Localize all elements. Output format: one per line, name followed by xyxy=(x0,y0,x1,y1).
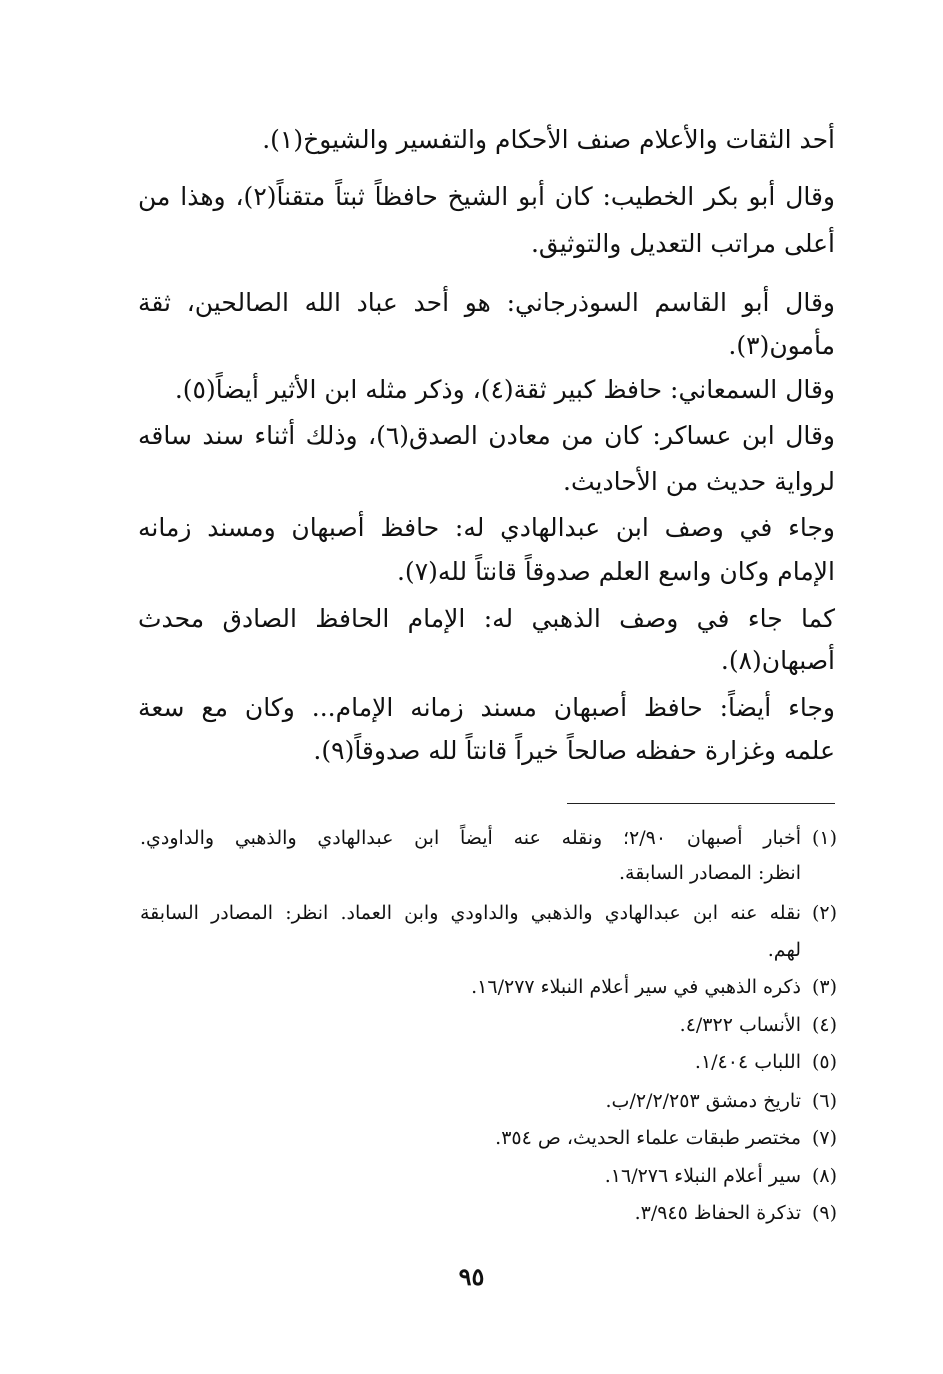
body-line-8: لرواية حديث من الأحاديث. xyxy=(563,467,835,496)
footnote-text: أخبار أصبهان ٢/٩٠؛ ونقله عنه أيضاً ابن عبدالهادي والذهبي والداودي. xyxy=(140,827,801,849)
footnote-number: (٤) xyxy=(811,1014,837,1036)
footnote-text: تذكرة الحفاظ ٣/٩٤٥. xyxy=(634,1202,801,1224)
footnote-text: سير أعلام النبلاء ١٦/٢٧٦. xyxy=(604,1165,801,1187)
footnote-number: (٩) xyxy=(811,1202,837,1224)
footnote-8 xyxy=(605,1163,837,1189)
footnote-5 xyxy=(695,1049,837,1075)
body-line-11: كما جاء في وصف الذهبي له: الإمام الحافظ الصادق محدث xyxy=(138,604,835,633)
body-line-6: وقال السمعاني: حافظ كبير ثقة(٤)، وذكر مثله ابن الأثير أيضاً(٥). xyxy=(174,375,835,404)
footnote-text: ذكره الذهبي في سير أعلام النبلاء ١٦/٢٧٧. xyxy=(471,976,801,998)
footnote-text: مختصر طبقات علماء الحديث، ص ٣٥٤. xyxy=(495,1127,801,1149)
footnote-1 xyxy=(140,825,837,851)
footnote-number: (٥) xyxy=(811,1051,837,1073)
page-number: ٩٥ xyxy=(458,1262,485,1291)
footnote-2 xyxy=(140,900,837,926)
body-line-10: الإمام وكان واسع العلم صدوقاً قانتاً لله(٧). xyxy=(396,557,835,586)
footnote-number: (٨) xyxy=(811,1165,837,1187)
footnote-number: (٣) xyxy=(811,976,837,998)
footnote-number: (٢) xyxy=(811,902,837,924)
body-line-13: وجاء أيضاً: حافظ أصبهان مسند زمانه الإمام... وكان مع سعة xyxy=(138,693,835,722)
footnote-number: (٧) xyxy=(811,1127,837,1149)
body-line-1: أحد الثقات والأعلام صنف الأحكام والتفسير والشيوخ(١). xyxy=(262,125,835,154)
body-line-7: وقال ابن عساكر: كان من معادن الصدق(٦)، وذلك أثناء سند ساقه xyxy=(138,421,835,450)
footnote-separator xyxy=(567,803,835,804)
body-line-9: وجاء في وصف ابن عبدالهادي له: حافظ أصبهان ومسند زمانه xyxy=(138,513,835,542)
footnote-6 xyxy=(606,1088,837,1114)
footnote-text: الأنساب ٤/٣٢٢. xyxy=(679,1014,801,1036)
footnote-3 xyxy=(471,974,837,1000)
body-line-3: أعلى مراتب التعديل والتوثيق. xyxy=(530,229,835,258)
footnote-2-cont: لهم. xyxy=(767,939,801,961)
footnote-text: اللباب ١/٤٠٤. xyxy=(694,1051,801,1073)
footnote-9 xyxy=(635,1200,837,1226)
footnote-number: (١) xyxy=(811,827,837,849)
body-line-4: وقال أبو القاسم السوذرجاني: هو أحد عباد الله الصالحين، ثقة xyxy=(138,288,835,317)
footnote-number: (٦) xyxy=(811,1090,837,1112)
body-line-5: مأمون(٣). xyxy=(728,331,835,360)
footnote-4 xyxy=(680,1012,837,1038)
footnote-7 xyxy=(495,1125,837,1151)
body-line-14: علمه وغزارة حفظه صالحاً خيراً قانتاً لله صدوقاً(٩). xyxy=(313,736,835,765)
footnote-text: نقله عنه ابن عبدالهادي والذهبي والداودي وابن العماد. انظر: المصادر السابقة xyxy=(140,902,801,924)
body-line-2: وقال أبو بكر الخطيب: كان أبو الشيخ حافظاً ثبتاً متقناً(٢)، وهذا من xyxy=(138,182,835,211)
body-line-12: أصبهان(٨). xyxy=(720,646,835,675)
footnote-text: تاريخ دمشق ٢/٢/٢٥٣/ب. xyxy=(605,1090,801,1112)
footnote-1-cont: انظر: المصادر السابقة. xyxy=(618,862,801,884)
